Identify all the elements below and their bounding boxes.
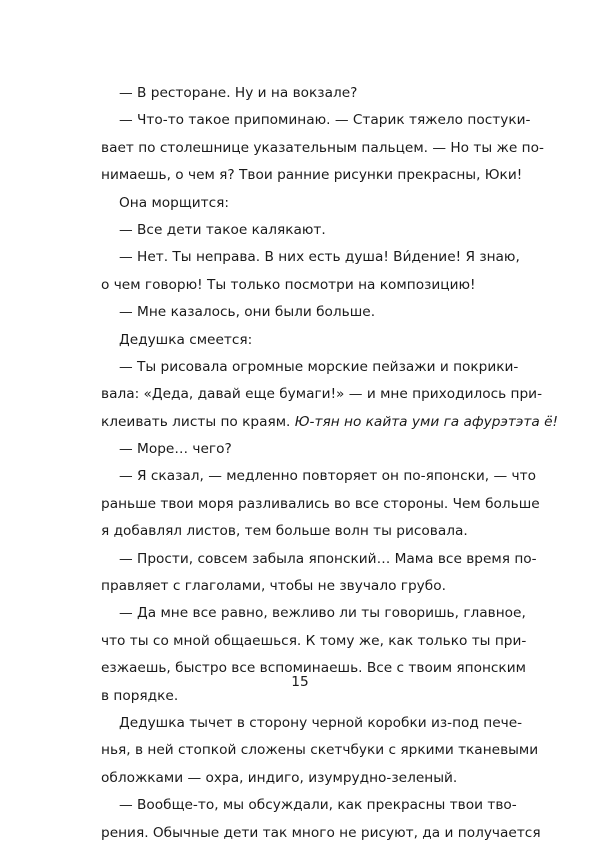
text-line: нимаешь, о чем я? Твои ранние рисунки прекрасны, Юки! (101, 167, 523, 184)
text-line: что ты со мной общаешься. К тому же, как только ты при- (101, 632, 527, 649)
text-line: езжаешь, быстро все вспоминаешь. Все с твоим японским (101, 660, 526, 677)
text-line: — Мне казалось, они были больше. (119, 304, 376, 321)
text-line: рения. Обычные дети так много не рисуют, да и получается (101, 824, 541, 841)
text-line: Она морщится: (119, 194, 229, 211)
text-line (101, 409, 559, 436)
page-number: 15 (291, 674, 309, 690)
text-line: — Что-то такое припоминаю. — Старик тяжело постуки- (119, 112, 531, 129)
text-line: — В ресторане. Ну и на вокзале? (119, 85, 358, 101)
text-line-regular: клеивать листы по краям. (101, 413, 291, 430)
text-line: — Я сказал, — медленно повторяет он по-японски, — что (119, 468, 536, 485)
text-line: — Нет. Ты неправа. В них есть душа! Ви́дение! Я знаю, (119, 249, 520, 266)
text-line: обложками — охра, индиго, изумрудно-зеленый. (101, 769, 458, 786)
text-line: раньше твои моря разливались во все стороны. Чем больше (101, 495, 540, 512)
text-line: нья, в ней стопкой сложены скетчбуки с яркими тканевыми (101, 742, 539, 759)
text-line: в порядке. (101, 687, 179, 704)
text-line: вает по столешнице указательным пальцем. — Но ты же по- (101, 139, 544, 156)
text-line: — Прости, совсем забыла японский… Мама все время по- (119, 550, 537, 567)
text-line: Дедушка тычет в сторону черной коробки из-под пече- (119, 714, 523, 731)
text-line: о чем говорю! Ты только посмотри на композицию! (101, 276, 476, 293)
japanese-phrase-italic: Ю-тян но кайта уми га афурэтэта ё! (294, 413, 559, 430)
text-line: — Да мне все равно, вежливо ли ты говоришь, главное, (119, 605, 526, 622)
text-line: — Ты рисовала огромные морские пейзажи и покрики- (119, 358, 519, 375)
text-line: правляет с глаголами, чтобы не звучало грубо. (101, 578, 446, 595)
text-line: я добавлял листов, тем больше волн ты рисовала. (101, 523, 468, 540)
text-line: — Вообще-то, мы обсуждали, как прекрасны твои тво- (119, 797, 517, 814)
text-line: — Море… чего? (119, 441, 232, 458)
text-line: вала: «Деда, давай еще бумаги!» — и мне приходилось при- (101, 386, 543, 403)
page-text (101, 80, 559, 847)
text-line: — Все дети такое калякают. (119, 221, 326, 238)
text-line: Дедушка смеется: (119, 331, 253, 348)
